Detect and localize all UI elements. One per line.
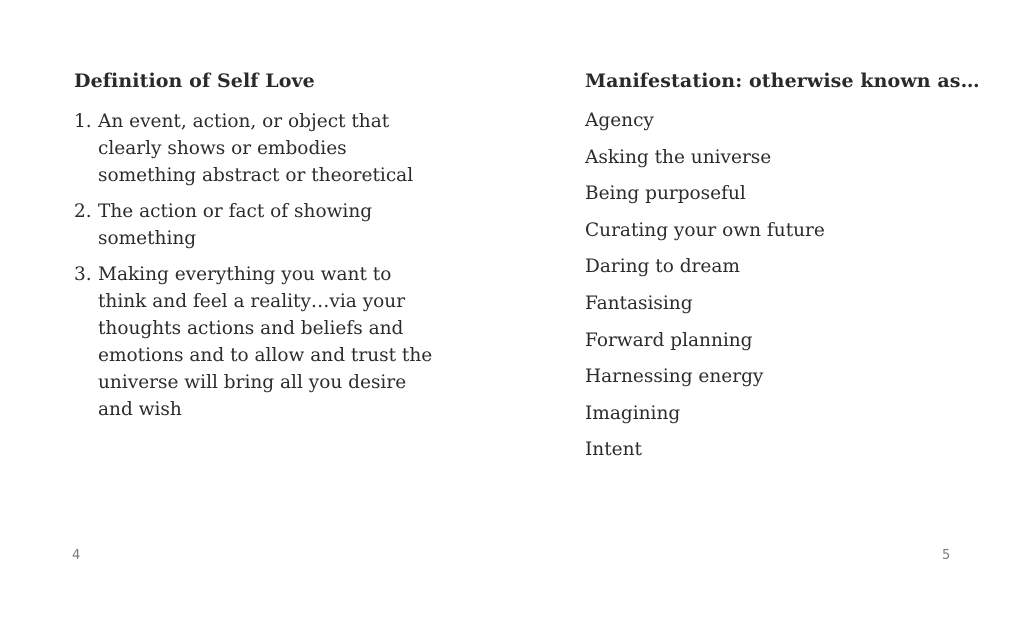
left-page-heading: Definition of Self Love <box>74 70 315 92</box>
right-page <box>512 0 1024 619</box>
definition-item <box>74 108 444 189</box>
synonym-item: Forward planning <box>585 329 753 351</box>
synonym-list <box>585 107 825 473</box>
definition-text: The action or fact of showing something <box>98 201 373 249</box>
synonym-item: Imagining <box>585 402 681 424</box>
definition-list <box>74 108 444 432</box>
page-number-right: 5 <box>942 548 951 563</box>
synonym-item: Agency <box>585 110 654 131</box>
page-number-left: 4 <box>72 548 81 563</box>
definition-item <box>74 198 444 252</box>
definition-number: 1. <box>74 111 92 132</box>
synonym-item: Intent <box>585 439 642 461</box>
definition-number: 3. <box>74 264 92 285</box>
definition-item <box>74 261 444 423</box>
definition-number: 2. <box>74 201 92 222</box>
synonym-item: Harnessing energy <box>585 366 764 388</box>
definition-text: Making everything you want to think and feel a reality…via your thoughts actions and beliefs and emotions and to allow and trust the universe will bring all you desire and wish <box>98 264 433 420</box>
synonym-item: Being purposeful <box>585 183 746 205</box>
synonym-item: Asking the universe <box>585 146 772 168</box>
right-page-heading: Manifestation: otherwise known as… <box>585 70 980 92</box>
definition-text: An event, action, or object that clearly shows or embodies something abstract or theoretical <box>98 111 414 186</box>
synonym-item: Daring to dream <box>585 256 740 278</box>
synonym-item: Fantasising <box>585 292 693 314</box>
synonym-item: Curating your own future <box>585 219 825 241</box>
